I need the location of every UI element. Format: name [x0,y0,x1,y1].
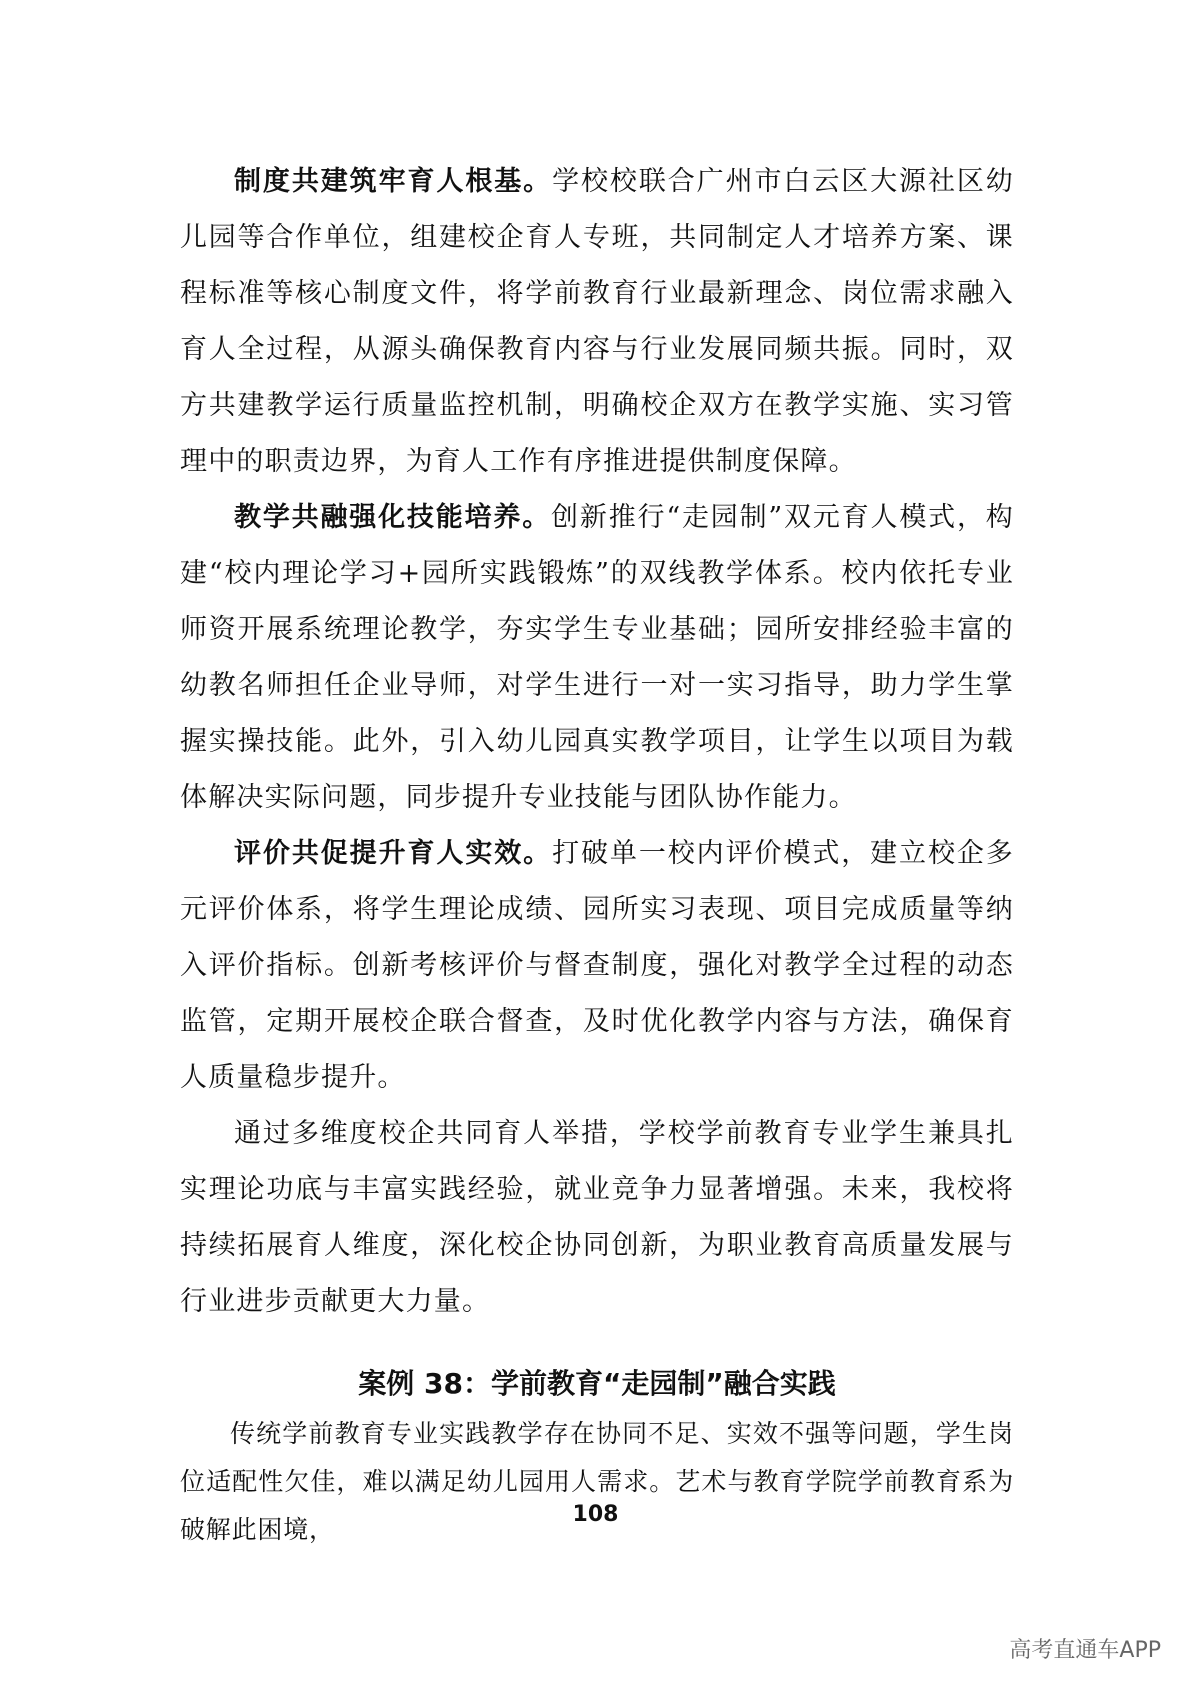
case-title: 案例 38：学前教育“走园制”融合实践 [358,1367,836,1400]
paragraph-lead: 制度共建筑牢育人根基。 [234,166,553,197]
paragraph-conclusion [180,1106,1014,1330]
paragraph-text: 通过多维度校企共同育人举措，学校学前教育专业学生兼具扎实理论功底与丰富实践经验，就业竞争力显著增强。未来，我校将持续拓展育人维度，深化校企协同创新，为职业教育高质量发展与行业进步贡献更大力量。 [180,1118,1014,1317]
case-body [180,1410,1014,1554]
paragraph-evaluation [180,826,1014,1106]
paragraph-text: 创新推行“走园制”双元育人模式，构建“校内理论学习+园所实践锻炼”的双线教学体系。校内依托专业师资开展系统理论教学，夯实学生专业基础；园所安排经验丰富的幼教名师担任企业导师，对学生进行一对一实习指导，助力学生掌握实操技能。此外，引入幼儿园真实教学项目，让学生以项目为载体解决实际问题，同步提升专业技能与团队协作能力。 [180,502,1014,813]
paragraph-lead: 评价共促提升育人实效。 [234,838,553,869]
paragraph-institution [180,154,1014,490]
watermark: 高考直通车APP [1009,1638,1161,1663]
case-paragraph: 传统学前教育专业实践教学存在协同不足、实效不强等问题，学生岗位适配性欠佳，难以满足幼儿园用人需求。艺术与教育学院学前教育系为破解此困境， [180,1419,1014,1544]
body-text [180,154,1014,1330]
paragraph-teaching [180,490,1014,826]
paragraph-text: 打破单一校内评价模式，建立校企多元评价体系，将学生理论成绩、园所实习表现、项目完成质量等纳入评价指标。创新考核评价与督查制度，强化对教学全过程的动态监管，定期开展校企联合督查，及时优化教学内容与方法，确保育人质量稳步提升。 [180,838,1015,1093]
page-number: 108 [572,1502,619,1527]
paragraph-text: 学校校联合广州市白云区大源社区幼儿园等合作单位，组建校企育人专班，共同制定人才培养方案、课程标准等核心制度文件，将学前教育行业最新理念、岗位需求融入育人全过程，从源头确保教育内容与行业发展同频共振。同时，双方共建教学运行质量监控机制，明确校企双方在教学实施、实习管理中的职责边界，为育人工作有序推进提供制度保障。 [180,166,1015,477]
paragraph-lead: 教学共融强化技能培养。 [234,502,552,533]
